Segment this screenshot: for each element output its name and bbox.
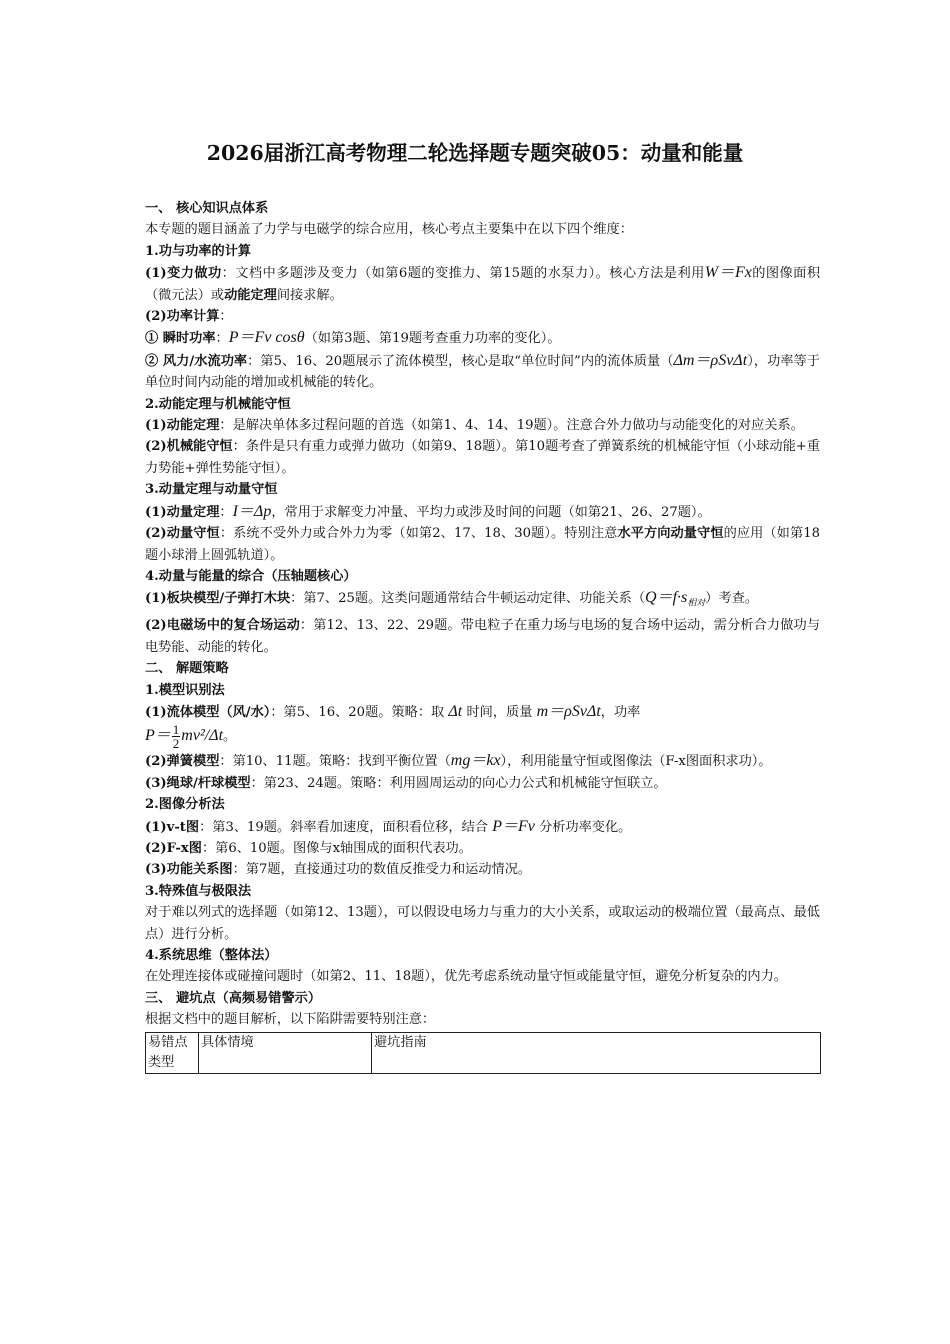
label: ① 瞬时功率 — [145, 331, 216, 347]
formula: Δt — [448, 702, 463, 720]
paragraph-block-model — [145, 587, 820, 615]
fraction-numerator: 1 — [172, 722, 180, 738]
text: ：第23、24题。策略：利用圆周运动的向心力公式和机械能守恒联立。 — [250, 775, 667, 791]
label: (2)功率计算 — [145, 309, 220, 325]
text: 的应用（如第18题小球滑上圆弧轨道）。 — [145, 526, 821, 563]
text: ：第6、10题。图像与x轴围成的面积代表功。 — [201, 841, 472, 857]
table-header-row — [146, 1032, 821, 1073]
formula: mg＝kx — [450, 752, 501, 770]
section-heading-3: 三、 避坑点（高频易错警示） — [145, 990, 322, 1006]
text: ：条件是只有重力或弹力做功（如第9、18题）。第10题考查了弹簧系统的机械能守恒（小球动能+重力势能+弹性势能守恒）。 — [145, 439, 821, 476]
text: （如第3题、第19题考查重力功率的变化）。 — [304, 331, 561, 347]
label: (1)动能定理 — [145, 418, 220, 434]
text: ：是解决单体多过程问题的首选（如第1、4、14、19题）。注意合外力做功与动能变化的对应关系。 — [219, 418, 804, 434]
text: ： — [219, 309, 233, 325]
formula: P＝Fv — [492, 817, 535, 835]
label: (2)机械能守恒 — [145, 439, 233, 455]
text: ：第12、13、22、29题。带电粒子在重力场与电场的复合场中运动，需分析合力做功与电势能、动能的转化。 — [145, 618, 821, 655]
fraction-denominator: 2 — [172, 736, 180, 752]
text: ：第7、25题。这类问题通常结合牛顿运动定律、功能关系（ — [290, 591, 646, 607]
paragraph-kinetic-theorem — [145, 415, 820, 436]
label: (2)弹簧模型 — [145, 754, 220, 770]
text: 时间，质量 — [466, 704, 533, 720]
formula: Δm＝ρSvΔt — [673, 351, 748, 369]
paragraph-energy-graph — [145, 859, 820, 880]
bold-term: 水平方向动量守恒 — [617, 526, 724, 542]
subheading-2-3: 3.特殊值与极限法 — [145, 883, 252, 899]
text: ：第5、16、20题。策略：取 — [270, 704, 445, 720]
text: 间接求解。 — [276, 287, 343, 303]
text: ）考查。 — [705, 591, 759, 607]
subheading-2-4: 4.系统思维（整体法） — [145, 948, 278, 964]
paragraph-power-calc — [145, 306, 820, 327]
text: ：系统不受外力或合外力为零（如第2、17、18、30题）。特别注意 — [219, 526, 618, 542]
paragraph-fx-graph — [145, 838, 820, 859]
table-header-cell: 易错点类型 — [146, 1032, 199, 1073]
formula: I＝Δp — [232, 502, 272, 520]
bold-term: 动能定理 — [224, 287, 277, 303]
paragraph-variable-force-work — [145, 262, 820, 306]
label: (3)功能关系图 — [145, 862, 233, 878]
section-intro-3: 根据文档中的题目解析，以下陷阱需要特别注意： — [145, 1012, 436, 1028]
paragraph-vt-graph — [145, 816, 820, 838]
text: ），利用能量守恒或图像法（F-x图面积求功）。 — [500, 754, 772, 770]
text: ：第5、16、20题展示了流体模型，核心是取“单位时间”内的流体质量（ — [247, 353, 674, 369]
paragraph-mech-energy — [145, 436, 820, 479]
formula: m＝ρSvΔt — [536, 702, 601, 720]
formula-subscript: 相对 — [687, 598, 706, 609]
fraction — [172, 723, 181, 750]
paragraph-rope-ball-model — [145, 773, 820, 794]
paragraph-instant-power — [145, 327, 820, 349]
label: (1)板块模型/子弹打木块 — [145, 591, 291, 607]
text: 的图像面积（微元法）或 — [145, 266, 821, 303]
text: 分析功率变化。 — [539, 819, 632, 835]
text: 。 — [223, 729, 237, 745]
label: (1)变力做功 — [145, 266, 222, 282]
paragraph-fluid-model — [145, 701, 820, 750]
text: ：第3、19题。斜率看加速度，面积看位移，结合 — [199, 819, 488, 835]
subheading-1-3: 3.动量定理与动量守恒 — [145, 482, 278, 498]
text: ： — [219, 504, 233, 520]
formula: W＝Fx — [704, 264, 752, 282]
subheading-2-2: 2.图像分析法 — [145, 797, 225, 813]
subheading-2-1: 1.模型识别法 — [145, 682, 225, 698]
label: (2)F-x图 — [145, 841, 202, 857]
text: ：第7题，直接通过功的数值反推受力和运动情况。 — [232, 862, 532, 878]
subheading-1-4: 4.动量与能量的综合（压轴题核心） — [145, 568, 357, 584]
formula: P＝Fv cosθ — [228, 329, 305, 347]
document-body — [145, 198, 820, 1074]
formula: mv²/Δt — [181, 727, 224, 745]
label: (1)动量定理 — [145, 504, 220, 520]
text: ：文档中多题涉及变力（如第6题的变推力、第15题的水泵力）。核心方法是利用 — [221, 266, 705, 282]
table-header-cell: 具体情境 — [199, 1032, 372, 1073]
pitfalls-table — [145, 1032, 821, 1074]
label: (2)电磁场中的复合场运动 — [145, 618, 300, 634]
text: ： — [215, 331, 229, 347]
paragraph-impulse-theorem — [145, 501, 820, 523]
document-title: 2026届浙江高考物理二轮选择题专题突破05：动量和能量 — [206, 141, 744, 165]
section-heading-2: 二、 解题策略 — [145, 661, 229, 677]
subheading-1-1: 1.功与功率的计算 — [145, 243, 252, 259]
paragraph-momentum-conservation — [145, 523, 820, 566]
formula: P＝ — [145, 727, 171, 745]
text: ，功率 — [600, 704, 641, 720]
label: (2)动量守恒 — [145, 526, 220, 542]
section-intro-1: 本专题的题目涵盖了力学与电磁学的综合应用，核心考点主要集中在以下四个维度： — [145, 222, 633, 238]
text: ），功率等于单位时间内动能的增加或机械能的转化。 — [145, 353, 820, 391]
formula: Q＝f·s — [645, 589, 688, 607]
paragraph-spring-model — [145, 750, 820, 772]
text: ：第10、11题。策略：找到平衡位置（ — [219, 754, 451, 770]
label: (3)绳球/杆球模型 — [145, 775, 251, 791]
label: ② 风力/水流功率 — [145, 353, 248, 369]
label: (1)流体模型（风/水） — [145, 704, 271, 720]
paragraph-compound-field — [145, 615, 820, 658]
paragraph-system-thinking: 在处理连接体或碰撞问题时（如第2、11、18题），优先考虑系统动量守恒或能量守恒，避免分析复杂的内力。 — [145, 969, 787, 985]
table-header-cell: 避坑指南 — [372, 1032, 821, 1073]
document-page — [145, 138, 820, 1074]
label: (1)v-t图 — [145, 819, 200, 835]
text: ，常用于求解变力冲量、平均力或涉及时间的问题（如第21、26、27题）。 — [271, 504, 711, 520]
paragraph-limit-method: 对于难以列式的选择题（如第12、13题），可以假设电场力与重力的大小关系，或取运动的极端位置（最高点、最低点）进行分析。 — [145, 905, 820, 942]
section-heading-1: 一、 核心知识点体系 — [145, 201, 269, 216]
subheading-1-2: 2.动能定理与机械能守恒 — [145, 396, 291, 412]
paragraph-fluid-power — [145, 350, 820, 394]
